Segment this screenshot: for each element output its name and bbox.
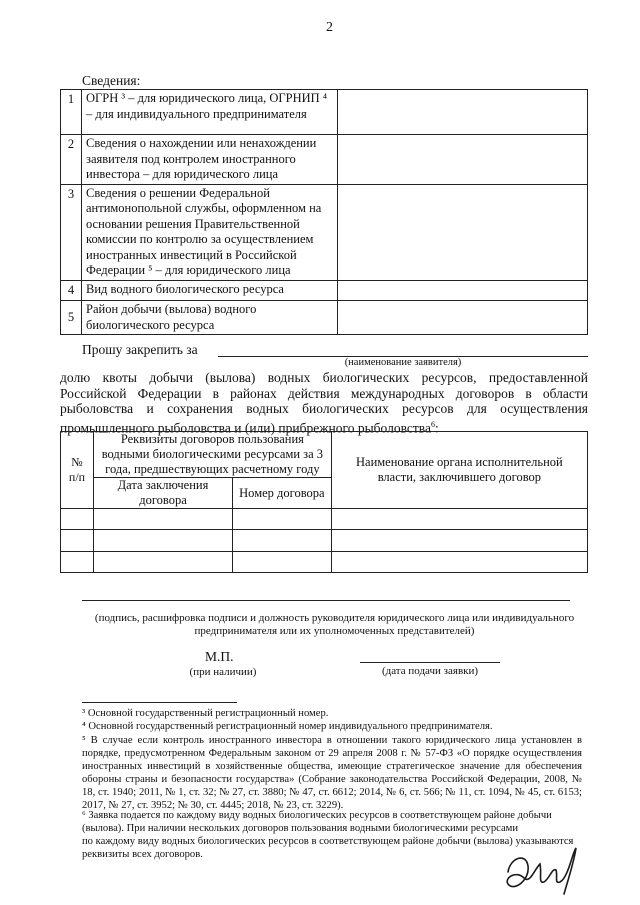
cell[interactable]: [94, 509, 233, 530]
table-row: [61, 530, 588, 552]
col-authority-header: Наименование органа исполнительной власти, заключившего договор: [331, 432, 587, 509]
col-group-header: Реквизиты договоров пользования водными биологическими ресурсами за 3 года, предшествующих расчетному году: [94, 432, 332, 478]
request-colon: :: [434, 420, 439, 435]
cell[interactable]: [331, 530, 587, 552]
section-title: Сведения:: [82, 73, 141, 88]
signature-line[interactable]: [82, 600, 570, 601]
row-number: 4: [61, 280, 82, 301]
row-value[interactable]: [338, 90, 588, 135]
col-date-header: Дата заключения договора: [94, 478, 233, 509]
contracts-header-row: [61, 432, 588, 478]
applicant-name-caption: (наименование заявителя): [344, 357, 462, 368]
request-prefix: Прошу закрепить за: [82, 342, 198, 357]
info-row: [61, 280, 588, 301]
request-line: рыболовства и сохранения водных биологических ресурсов для осуществления: [60, 401, 588, 416]
footnote-4: ⁴ Основной государственный регистрационный номер индивидуального предпринимателя.: [82, 721, 493, 732]
request-line: Российской Федерации в районах действия международных договоров в области: [60, 385, 588, 401]
cell[interactable]: [331, 509, 587, 530]
date-caption: (дата подачи заявки): [381, 665, 479, 677]
page-number: 2: [326, 20, 333, 35]
row-number: 5: [61, 301, 82, 335]
footnote-6-line: по каждому виду водных биологических ресурсов в соответствующем районе добычи (вылова) указываются: [82, 836, 574, 847]
row-number: 1: [61, 90, 82, 135]
row-number: 3: [61, 184, 82, 280]
table-row: [61, 552, 588, 573]
footnote-6-line: (вылова). При наличии нескольких договоров пользования водными биологическими ресурсами: [82, 823, 519, 834]
footnote-ref: 6: [430, 419, 435, 429]
footnote-6-line: ⁶ Заявка подается по каждому виду водных биологических ресурсов в соответствующем районе добычи: [82, 810, 552, 821]
row-label: Сведения о нахождении или ненахождении заявителя под контролем иностранного инвестора – для юридического лица: [82, 135, 338, 185]
cell[interactable]: [61, 552, 94, 573]
footnote-separator: [82, 702, 237, 703]
footnote-5: ⁵ В случае если контроль иностранного инвестора в отношении такого юридического лица установлен в порядке, предусмотренном Федеральным законом от 29 апреля 2008 г. № 57-ФЗ «О порядке осуществления иностранных инвестиций в хозяйственные общества, имеющие стратегическое значение для обеспечения обороны страны и безопасности государства» (Собрание законодательства Российской Федерации, 2008, № 18, ст. 1940; 2011, № 1, ст. 32; № 27, ст. 3880; № 47, ст. 6612; 2014, № 6, ст. 566; № 11, ст. 1094, № 45, ст. 6153; 2017, № 27, ст. 3952; № 30, ст. 4445; 2018, № 23, ст. 3229).: [82, 735, 582, 811]
info-row: [61, 135, 588, 185]
request-line: промышленного рыболовства и (или) прибрежного рыболовства: [60, 420, 431, 435]
row-number: 2: [61, 135, 82, 185]
table-row: [61, 509, 588, 530]
signature-caption: (подпись, расшифровка подписи и должность руководителя юридического лица или индивидуального предпринимателя или их уполномоченных представителей): [94, 612, 575, 637]
row-value[interactable]: [338, 135, 588, 185]
request-text: [60, 370, 588, 436]
cell[interactable]: [331, 552, 587, 573]
row-label: Район добычи (вылова) водного биологического ресурса: [82, 301, 338, 335]
cell[interactable]: [61, 509, 94, 530]
cell[interactable]: [94, 530, 233, 552]
row-value[interactable]: [338, 280, 588, 301]
info-row: [61, 301, 588, 335]
col-number-header: № п/п: [61, 432, 94, 509]
info-table: [60, 89, 588, 335]
cell[interactable]: [233, 552, 332, 573]
cell[interactable]: [233, 530, 332, 552]
info-row: [61, 90, 588, 135]
row-value[interactable]: [338, 184, 588, 280]
cell[interactable]: [233, 509, 332, 530]
cell[interactable]: [61, 530, 94, 552]
info-row: [61, 184, 588, 280]
handwritten-signature: [498, 840, 588, 900]
date-line[interactable]: [360, 662, 500, 663]
request-line: долю квоты добычи (вылова) водных биологических ресурсов, предоставленной: [60, 370, 588, 385]
row-value[interactable]: [338, 301, 588, 335]
row-label: Вид водного биологического ресурса: [82, 280, 338, 301]
cell[interactable]: [94, 552, 233, 573]
row-label: Сведения о решении Федеральной антимонопольной службы, оформленном на основании решения Правительственной комиссии по контролю за осуществлением иностранных инвестиций в Российской Федерации ⁵ – для юридического лица: [82, 184, 338, 280]
contracts-table: [60, 431, 588, 573]
footnote-6-line: реквизиты всех договоров.: [82, 849, 203, 860]
stamp-label: М.П.: [205, 649, 234, 664]
row-label: ОГРН ³ – для юридического лица, ОГРНИП ⁴ – для индивидуального предпринимателя: [82, 90, 338, 135]
col-contract-no-header: Номер договора: [233, 478, 332, 509]
footnote-3: ³ Основной государственный регистрационный номер.: [82, 708, 329, 719]
stamp-caption: (при наличии): [189, 666, 257, 678]
